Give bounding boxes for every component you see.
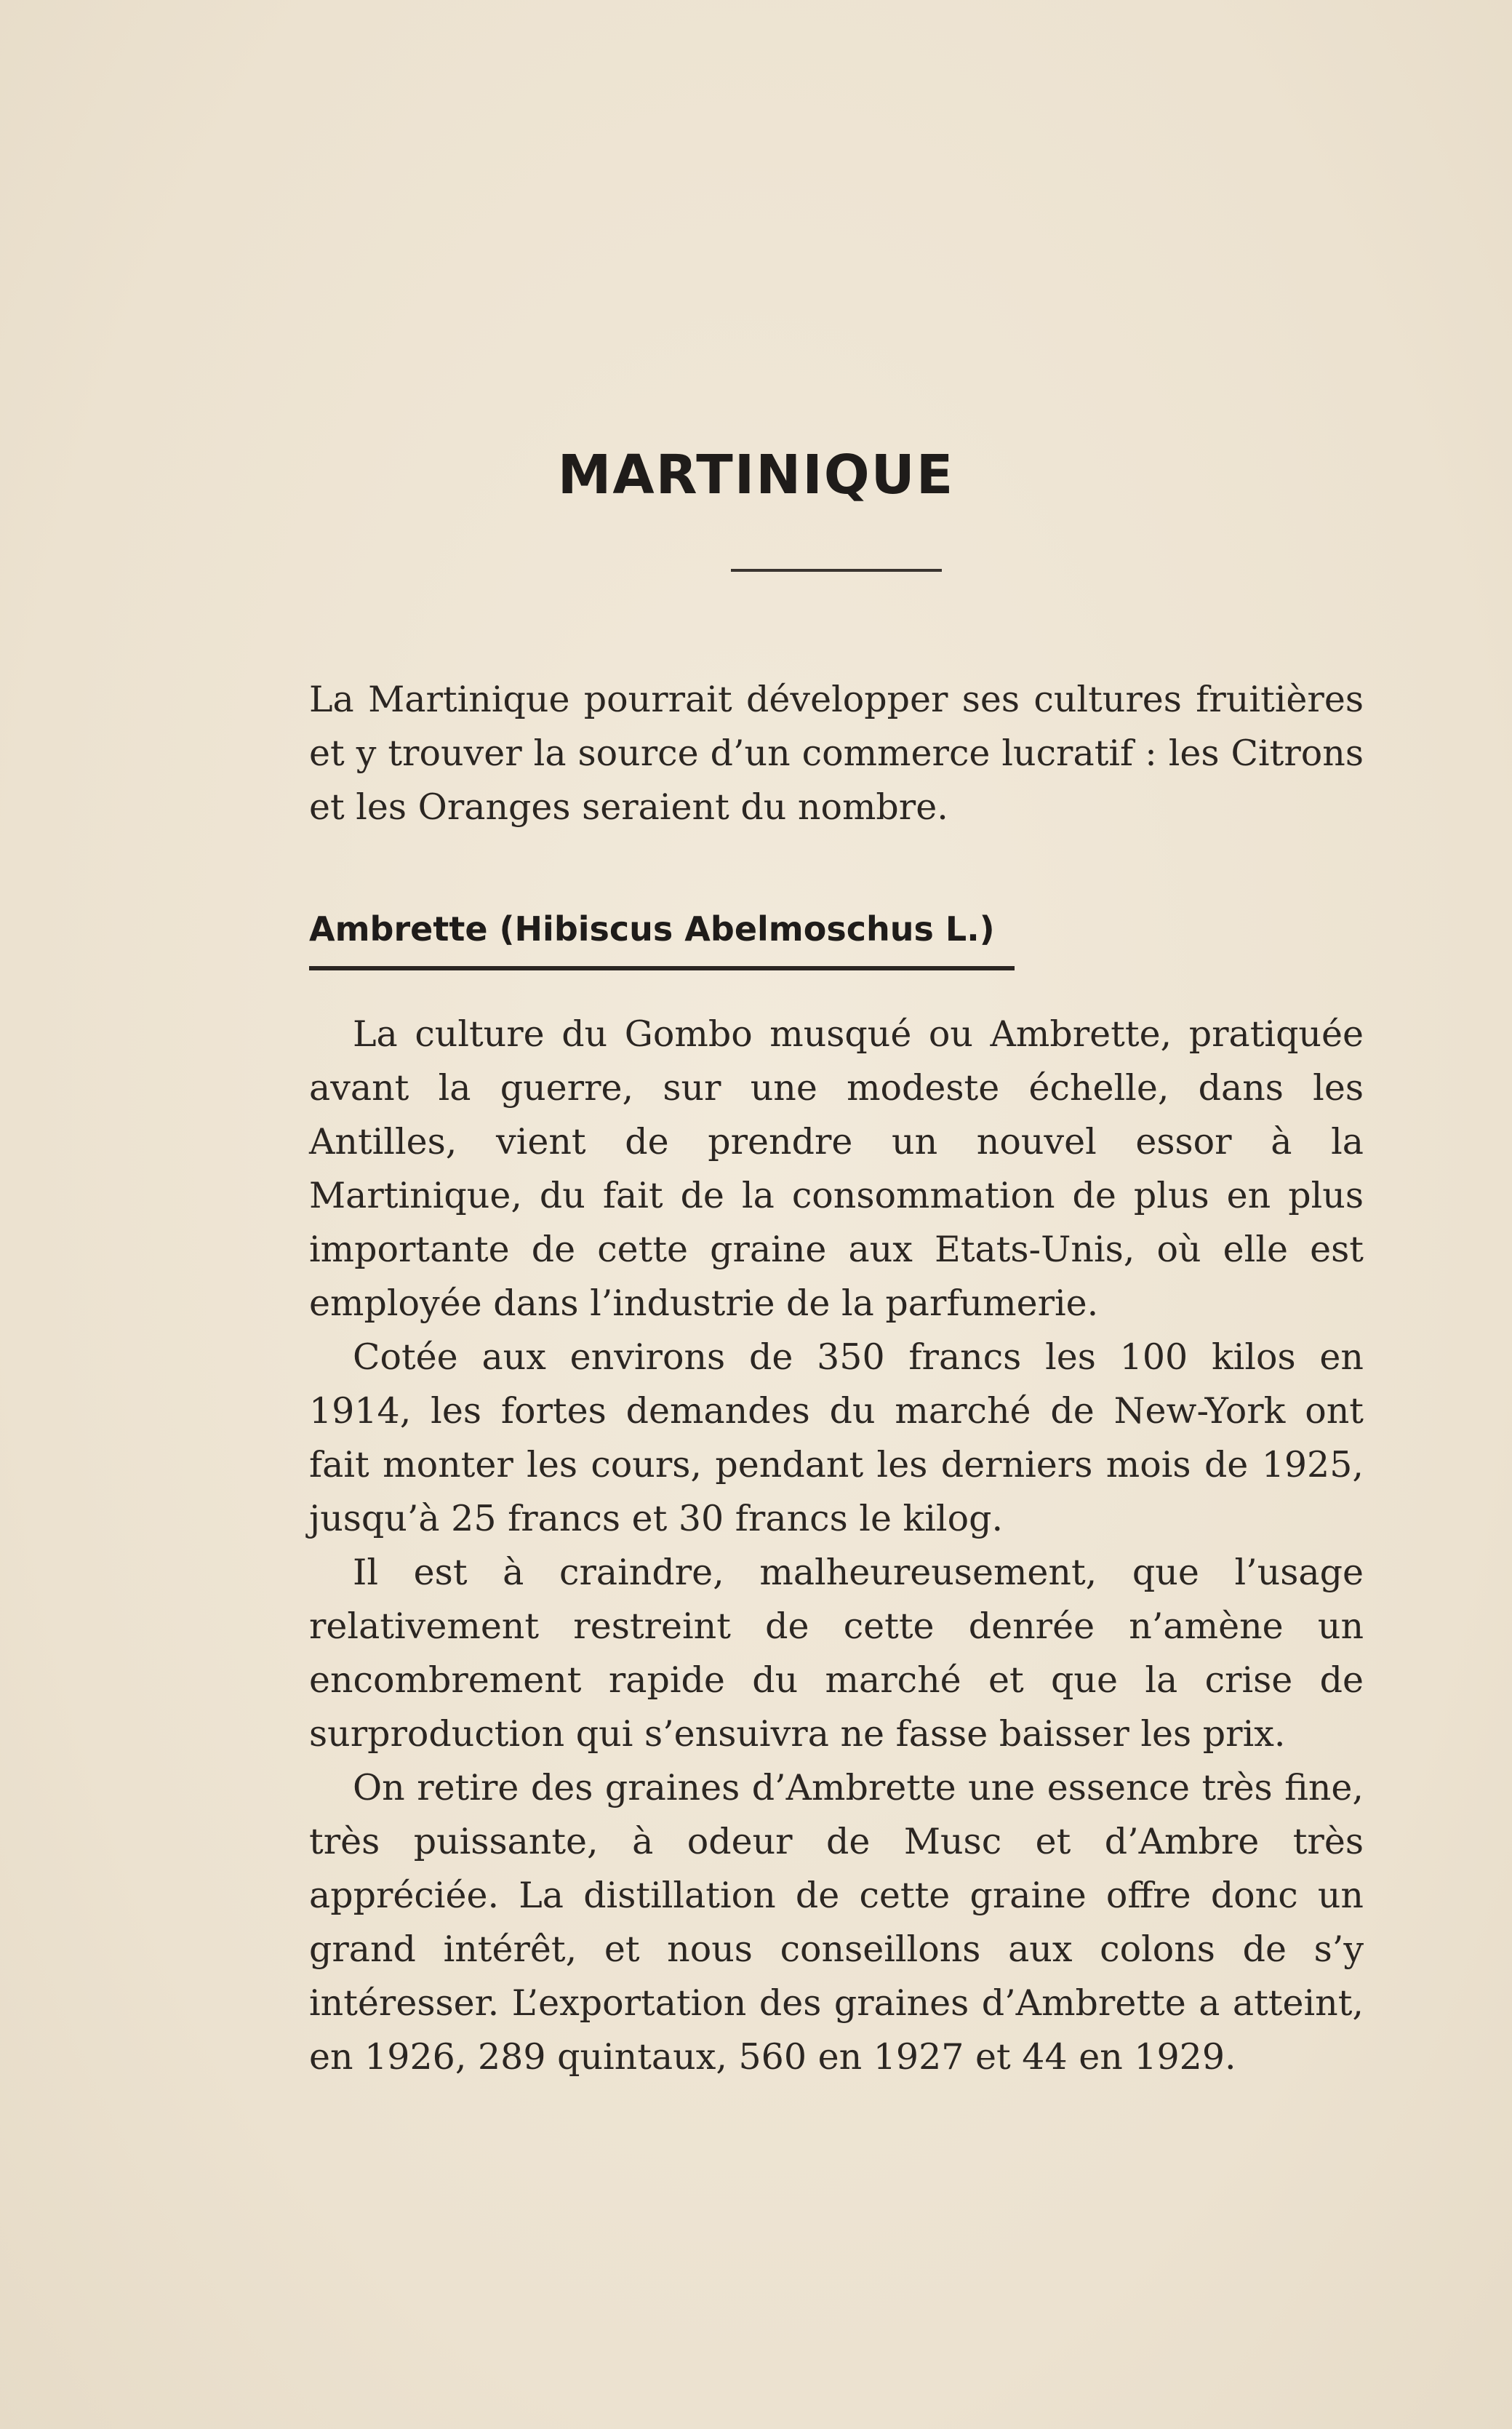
paragraph-2: Cotée aux environs de 350 francs les 100 kilos en 1914, les fortes demandes du marché de New-York ont fait monter les cours, pendant les derniers mois de 1925, jusqu’à 25 francs et 30 francs le kilog. — [309, 1336, 1364, 1539]
page-title: MARTINIQUE — [557, 444, 955, 506]
paragraph-3: Il est à craindre, malheureusement, que l’usage relativement restreint de cette denrée n’amène un encombrement rapide du marché et que la crise de surproduction qui s’ensuivra ne fasse baisser les prix. — [309, 1552, 1364, 1755]
paragraph-1: La culture du Gombo musqué ou Ambrette, pratiquée avant la guerre, sur une modeste échelle, dans les Antilles, vient de prendre un nouvel essor à la Martinique, du fait de la consommation de plus en plus importante de cette graine aux Etats-Unis, où elle est employée dans l’industrie de la parfumerie. — [309, 1013, 1364, 1324]
paragraph-4: On retire des graines d’Ambrette une essence très fine, très puissante, à odeur de Musc et d’Ambre très appréciée. La distillation de cette graine offre donc un grand intérêt, et nous conseillons aux colons de s’y intéresser. L’exportation des graines d’Ambrette a atteint, en 1926, 289 quintaux, 560 en 1927 et 44 en 1929. — [309, 1767, 1364, 2078]
section-body — [309, 1008, 1364, 2084]
section-heading: Ambrette (Hibiscus Abelmoschus L.) — [309, 909, 995, 949]
intro-paragraph: La Martinique pourrait développer ses cultures fruitières et y trouver la source d’un commerce lucratif : les Citrons et les Oranges seraient du nombre. — [309, 679, 1364, 828]
section-heading-underline — [309, 966, 1015, 970]
title-divider — [731, 569, 942, 572]
